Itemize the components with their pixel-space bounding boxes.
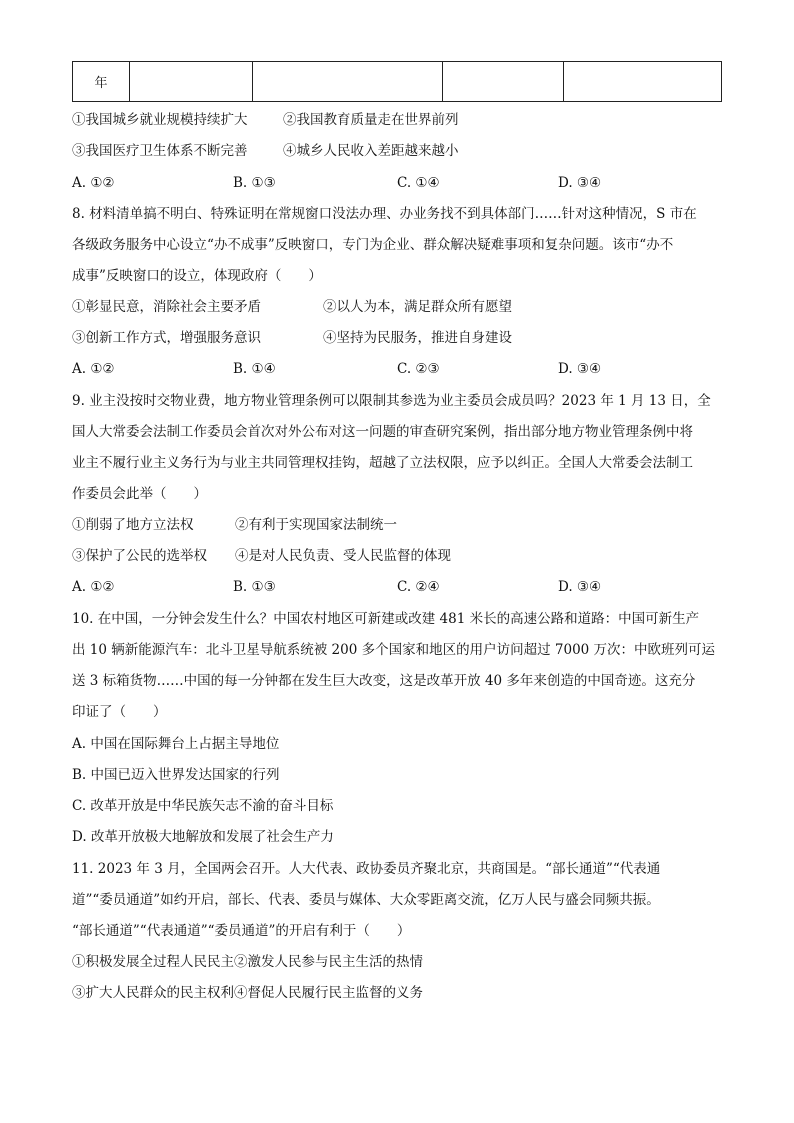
q10-option-c[interactable]: C. 改革开放是中华民族矢志不渝的奋斗目标 — [72, 798, 334, 814]
q8-text-line: 成事”反映窗口的设立，体现政府（ ） — [72, 268, 322, 284]
q8-statement-1: ①彰显民意，消除社会主要矛盾 — [72, 299, 261, 315]
q10-text-line: 出 10 辆新能源汽车：北斗卫星导航系统被 200 多个国家和地区的用户访问超过 7000 万次：中欧班列可运 — [72, 642, 716, 658]
table-row — [73, 62, 722, 102]
q10-text-line: 送 3 标箱货物……中国的每一分钟都在发生巨大改变，这是改革开放 40 多年来创造的中国奇迹。这充分 — [72, 673, 696, 689]
q9-option-d[interactable]: D. ③④ — [558, 579, 602, 595]
q9-option-c[interactable]: C. ②④ — [397, 579, 440, 595]
q9-statement-3: ③保护了公民的选举权 — [72, 548, 207, 564]
q9-text-line: 作委员会此举（ ） — [72, 486, 207, 502]
q11-text-line: 11. 2023 年 3 月，全国两会召开。人大代表、政协委员齐聚北京，共商国是。“部长通道”“代表通 — [72, 861, 661, 877]
q11-text-line: “部长通道”“代表通道”“委员通道”的开启有利于（ ） — [72, 923, 411, 939]
q7-option-b[interactable]: B. ①③ — [233, 175, 276, 191]
q8-option-a[interactable]: A. ①② — [72, 361, 115, 377]
q8-option-d[interactable]: D. ③④ — [558, 361, 602, 377]
q7-statement-3: ③我国医疗卫生体系不断完善 — [72, 143, 248, 159]
table-cell — [253, 62, 443, 102]
q7-statement-1: ①我国城乡就业规模持续扩大 — [72, 112, 248, 128]
table-cell — [130, 62, 253, 102]
q9-text-line: 9. 业主没按时交物业费，地方物业管理条例可以限制其参选为业主委员会成员吗？2023 年 1 月 13 日，全 — [72, 393, 711, 409]
q9-statement-1: ①削弱了地方立法权 — [72, 517, 194, 533]
q10-text-line: 10. 在中国，一分钟会发生什么？中国农村地区可新建或改建 481 米长的高速公路和道路：中国可新生产 — [72, 611, 700, 627]
q11-statement-line: ③扩大人民群众的民主权利④督促人民履行民主监督的义务 — [72, 985, 423, 1001]
q8-text-line: 8. 材料清单搞不明白、特殊证明在常规窗口没法办理、办业务找不到具体部门……针对这种情况，S 市在 — [72, 206, 697, 222]
q9-option-b[interactable]: B. ①③ — [233, 579, 276, 595]
q9-statement-4: ④是对人民负责、受人民监督的体现 — [235, 548, 451, 564]
table-cell-year: 年 — [73, 62, 130, 102]
q8-statement-3: ③创新工作方式，增强服务意识 — [72, 330, 261, 346]
q8-text-line: 各级政务服务中心设立“办不成事”反映窗口，专门为企业、群众解决疑难事项和复杂问题。该市“办不 — [72, 237, 674, 253]
table-cell — [564, 62, 722, 102]
q11-statement-line: ①积极发展全过程人民民主②激发人民参与民主生活的热情 — [72, 954, 423, 970]
q7-option-d[interactable]: D. ③④ — [558, 175, 602, 191]
q7-option-a[interactable]: A. ①② — [72, 175, 115, 191]
q8-option-b[interactable]: B. ①④ — [233, 361, 276, 377]
q10-text-line: 印证了（ ） — [72, 704, 167, 720]
q8-statement-4: ④坚持为民服务，推进自身建设 — [323, 330, 512, 346]
q9-text-line: 业主不履行业主义务行为与业主共同管理权挂钩，超越了立法权限，应予以纠正。全国人大常委会法制工 — [72, 455, 693, 471]
q7-statement-2: ②我国教育质量走在世界前列 — [283, 112, 459, 128]
q8-option-c[interactable]: C. ②③ — [397, 361, 440, 377]
q10-option-a[interactable]: A. 中国在国际舞台上占据主导地位 — [72, 736, 280, 752]
q9-statement-2: ②有利于实现国家法制统一 — [235, 517, 397, 533]
q7-statement-4: ④城乡人民收入差距越来越小 — [283, 143, 459, 159]
q8-statement-2: ②以人为本，满足群众所有愿望 — [323, 299, 512, 315]
q7-option-c[interactable]: C. ①④ — [397, 175, 440, 191]
q10-option-d[interactable]: D. 改革开放极大地解放和发展了社会生产力 — [72, 829, 334, 845]
data-table — [72, 61, 722, 102]
q10-option-b[interactable]: B. 中国已迈入世界发达国家的行列 — [72, 767, 280, 783]
table-cell — [443, 62, 564, 102]
q9-option-a[interactable]: A. ①② — [72, 579, 115, 595]
q9-text-line: 国人大常委会法制工作委员会首次对外公布对这一问题的审查研究案例，指出部分地方物业管理条例中将 — [72, 424, 693, 440]
q11-text-line: 道”“委员通道”如约开启，部长、代表、委员与媒体、大众零距离交流，亿万人民与盛会同频共振。 — [72, 892, 660, 908]
